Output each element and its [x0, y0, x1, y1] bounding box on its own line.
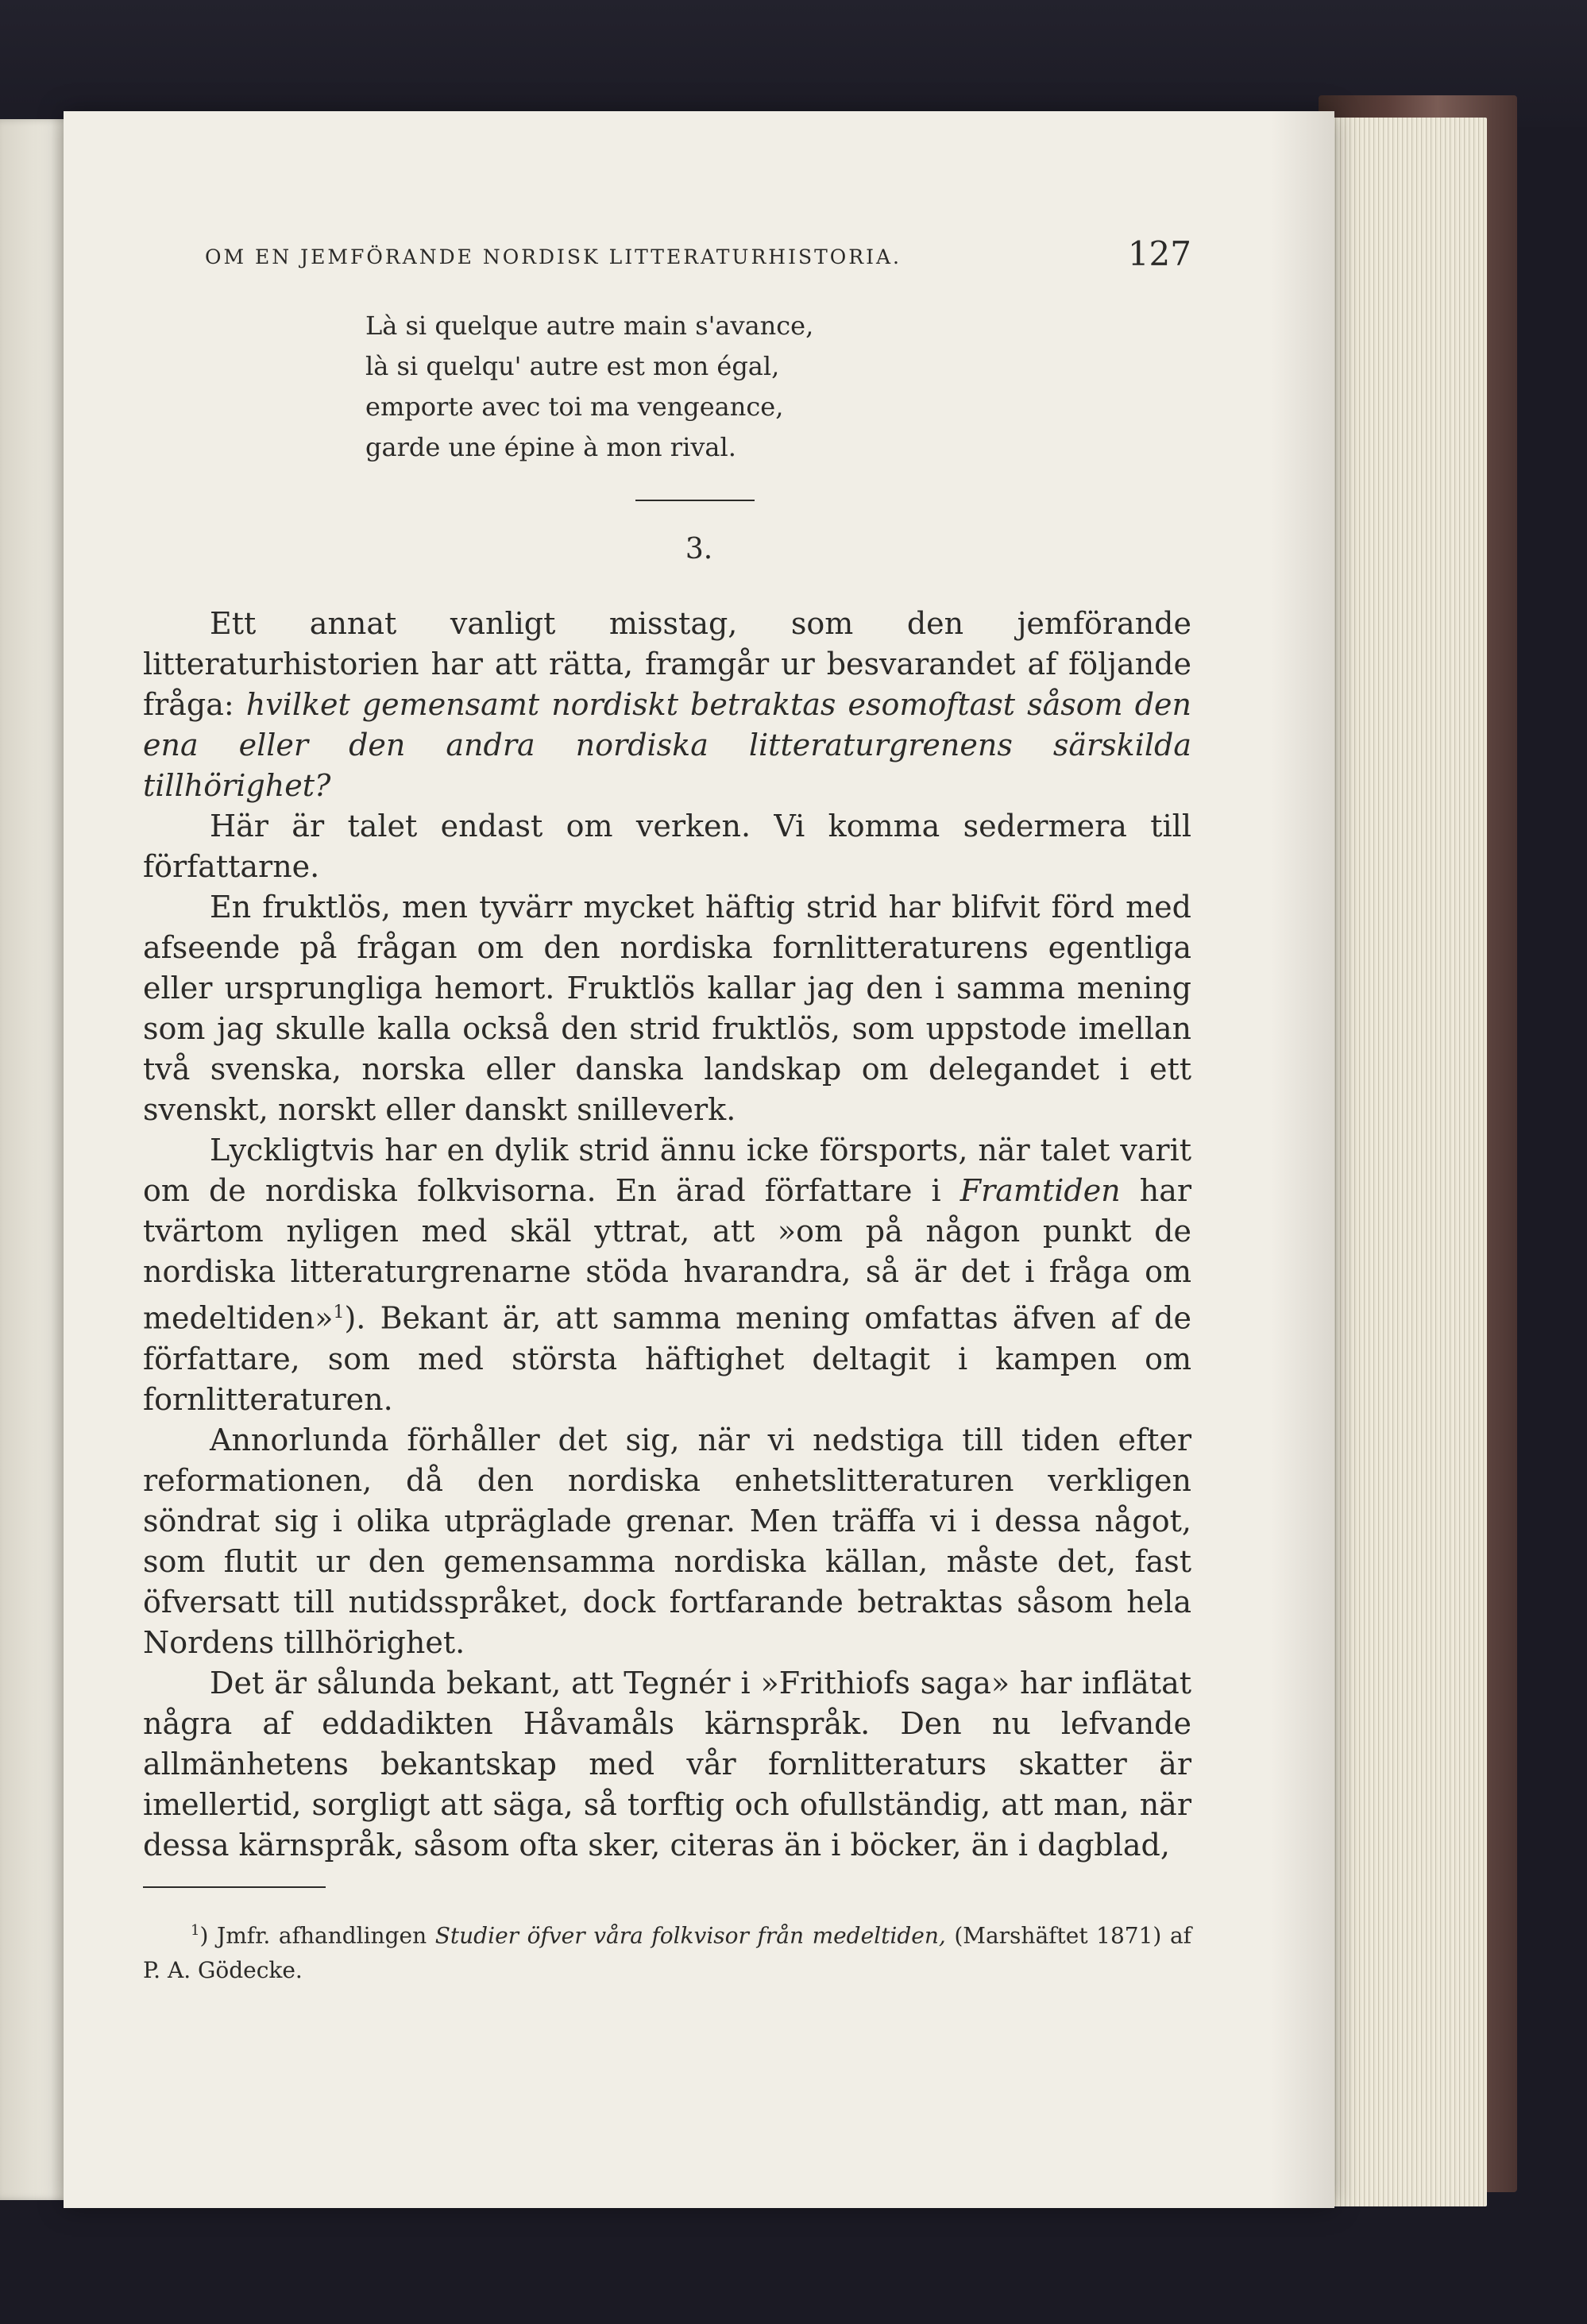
verse-line: Là si quelque autre main s'avance, [365, 311, 814, 341]
footnote-text [143, 1913, 1191, 1988]
paragraph-italic-text: Framtiden [960, 1173, 1121, 1208]
paragraph: Här är talet endast om verken. Vi komma sedermera till författarne. [143, 809, 1191, 884]
book-page [64, 111, 1334, 2208]
verse-line: emporte avec toi ma vengeance, [365, 392, 784, 422]
paragraph [143, 604, 1191, 806]
body-text [143, 604, 1191, 1866]
paragraph-text: har tvärtom nyligen med skäl yttrat, att »om på någon punkt de nordiska litteraturgrenarne stöda hvarandra, så är det i fråga om medeltiden» [143, 1173, 1192, 1336]
paragraph-text: ). Bekant är, att samma mening omfattas äfven af de författare, som med största häftighet deltagit i kampen om fornlitteraturen. [143, 1300, 1191, 1417]
section-number: 3. [685, 533, 713, 566]
footnote-marker: 1 [191, 1921, 200, 1939]
footnote-italic-title: Studier öfver våra folkvisor från medeltiden, [434, 1921, 946, 1948]
page-stack [1328, 118, 1487, 2206]
page-number: 127 [1127, 234, 1191, 273]
running-head [143, 234, 1191, 282]
paragraph: Annorlunda förhåller det sig, när vi nedstiga till tiden efter reformationen, då den nordiska enhetslitteraturen verkligen söndrat sig i olika utpräglade grenar. Men träffa vi i dessa något, som flutit ur den gemensamma nordiska källan, måste det, fast öfversatt till nutidsspråket, dock fortfarande betraktas såsom hela Nordens tillhörighet. [143, 1422, 1191, 1660]
paragraph-italic-text: hvilket gemensamt nordiskt betraktas esomoftast såsom den ena eller den andra nordiska litteraturgrenens särskilda tillhörighet? [143, 687, 1192, 803]
paragraph: Det är sålunda bekant, att Tegnér i »Frithiofs saga» har inflätat några af eddadikten Håvamåls kärnspråk. Den nu lefvande allmänhetens bekantskap med vår fornlitteraturs skatter är imellertid, sorgligt att säga, så torftig och ofullständig, att man, när dessa kärnspråk, såsom ofta sker, citeras än i böcker, än i dagblad, [143, 1665, 1191, 1863]
running-head-title: OM EN JEMFÖRANDE NORDISK LITTERATURHISTORIA. [205, 245, 902, 268]
gutter-shade [1271, 111, 1334, 2208]
footnote-text-part: (Marshäftet 1871) af P. A. Gödecke. [143, 1921, 1192, 1983]
paragraph-text: Lyckligtvis har en dylik strid ännu icke försports, när talet varit om de nordiska folkvisorna. En ärad författare i [143, 1133, 1191, 1208]
footnote-divider [143, 1886, 326, 1888]
section-divider [635, 500, 755, 501]
paragraph [143, 1130, 1191, 1420]
paragraph-text: Ett annat vanligt misstag, som den jemförande litteraturhistorien har att rätta, framgår ur besvarandet af följande fråga: [143, 606, 1191, 722]
verse-line: là si quelqu' autre est mon égal, [365, 351, 780, 381]
footnote-reference: 1 [333, 1303, 345, 1322]
footnote-text-part: ) Jmfr. afhandlingen [199, 1921, 435, 1948]
footnote [143, 1913, 1191, 1988]
paragraph: En fruktlös, men tyvärr mycket häftig strid har blifvit förd med afseende på frågan om den nordiska fornlitteraturens egentliga eller ursprungliga hemort. Fruktlös kallar jag den i samma mening som jag skulle kalla också den strid fruktlös, som uppstode imellan två svenska, norska eller danska landskap om delegandet i ett svenskt, norskt eller danskt snilleverk. [143, 890, 1191, 1127]
left-page-edge [0, 119, 73, 2200]
page-content [143, 234, 1191, 1988]
verse-line: garde une épine à mon rival. [365, 432, 736, 462]
verse-quote [365, 306, 1191, 468]
